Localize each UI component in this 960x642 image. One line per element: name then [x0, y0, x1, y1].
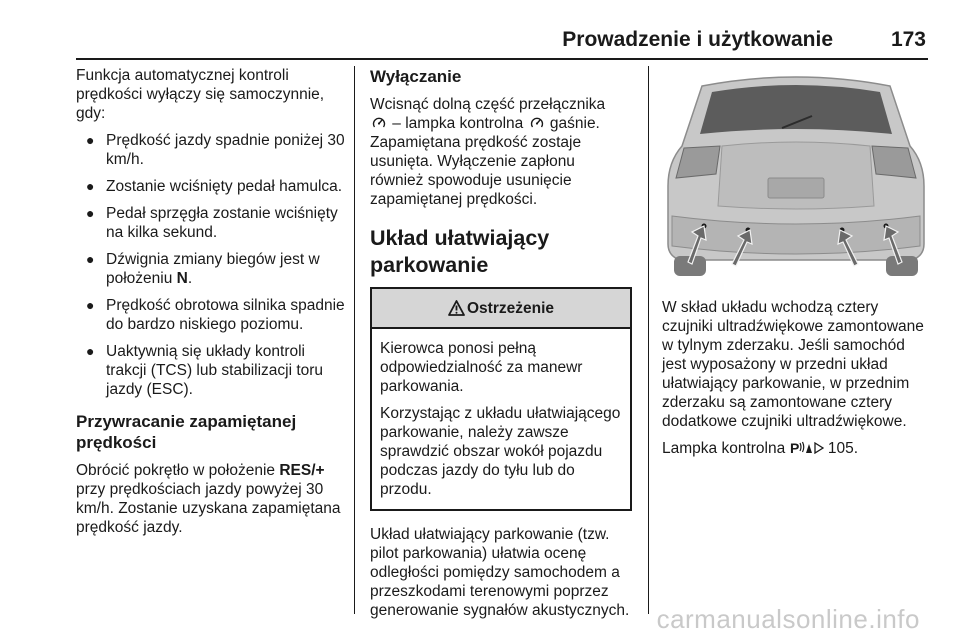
warning-body [372, 329, 630, 509]
page-number: 173 [890, 28, 926, 51]
cruise-control-icon [372, 116, 386, 130]
page-header [76, 18, 928, 60]
column-3 [662, 66, 930, 466]
cruise-off-conditions-list [76, 131, 346, 399]
warning-header [372, 289, 630, 329]
running-title: Prowadzenie i użytkowanie [562, 28, 833, 51]
list-item: ● Dźwignia zmiany biegów jest w położeniu N. [86, 251, 320, 287]
warning-triangle-icon [448, 300, 465, 316]
column-2 [370, 66, 632, 628]
parking-assist-heading: Układ ułatwiający parkowanie [370, 226, 550, 277]
list-item: ● Prędkość jazdy spadnie poniżej 30 km/h. [86, 132, 345, 168]
warning-box [370, 287, 632, 511]
column-divider-1 [354, 66, 355, 614]
warning-paragraph: Kierowca ponosi pełną odpowiedzialność za manewr parkowania. [380, 340, 583, 395]
parking-assist-icon [790, 440, 814, 455]
switch-off-heading: Wyłączanie [370, 67, 462, 86]
page-reference-icon [814, 442, 824, 454]
column-divider-2 [648, 66, 649, 614]
cruise-control-icon [530, 116, 544, 130]
parking-assist-description: Układ ułatwiający parkowanie (tzw. pilot parkowania) ułatwia ocenę odległości pomiędzy samochodem a przeszkodami terenowymi poprzez generowanie sygnałów akustycznych. [370, 526, 630, 619]
list-item: ● Pedał sprzęgła zostanie wciśnięty na kilka sekund. [86, 205, 338, 241]
cruise-off-intro: Funkcja automatycznej kontroli prędkości wyłączy się samoczynnie, gdy: [76, 67, 325, 122]
watermark: carmanualsonline.info [656, 604, 920, 634]
column-1 [76, 66, 346, 545]
indicator-reference: Lampka kontrolna P 105. [662, 440, 859, 457]
switch-off-text: Wcisnąć dolną część przełącznika – lampka kontrolna gaśnie. Zapamiętana prędkość zostaje usunięta. Wyłączenie zapłonu również spowoduje usunięcie zapamiętanej prędkości. [370, 96, 606, 208]
warning-paragraph: Korzystając z układu ułatwiającego parkowanie, należy zawsze sprawdzić obszar wokół pojazdu podczas jazdy do tyłu lub do przodu. [380, 405, 621, 498]
list-item: ● Prędkość obrotowa silnika spadnie do bardzo niskiego poziomu. [86, 297, 345, 333]
restore-speed-heading: Przywracanie zapamiętanej prędkości [76, 412, 297, 452]
sensors-description: W skład układu wchodzą cztery czujniki ultradźwiękowe zamontowane w tylnym zderzaku. Jeśli samochód jest wyposażony w przedni układ ułatwiający parkowanie, w przednim zderzaku są zamontowane cztery dodatkowe czujniki ultradźwiękowe. [662, 299, 924, 430]
car-rear-sensors-illustration [662, 66, 930, 280]
svg-text:P: P [789, 440, 799, 455]
gear-position: N [176, 270, 188, 287]
warning-title: Ostrzeżenie [466, 299, 554, 317]
list-item: ● Zostanie wciśnięty pedał hamulca. [86, 178, 343, 195]
list-item: ● Uaktywnią się układy kontroli trakcji (TCS) lub stabilizacji toru jazdy (ESC). [86, 343, 324, 398]
restore-speed-text: Obrócić pokrętło w położenie RES/+ przy prędkościach jazdy powyżej 30 km/h. Zostanie uzyskana zapamiętana prędkość jazdy. [76, 462, 341, 536]
